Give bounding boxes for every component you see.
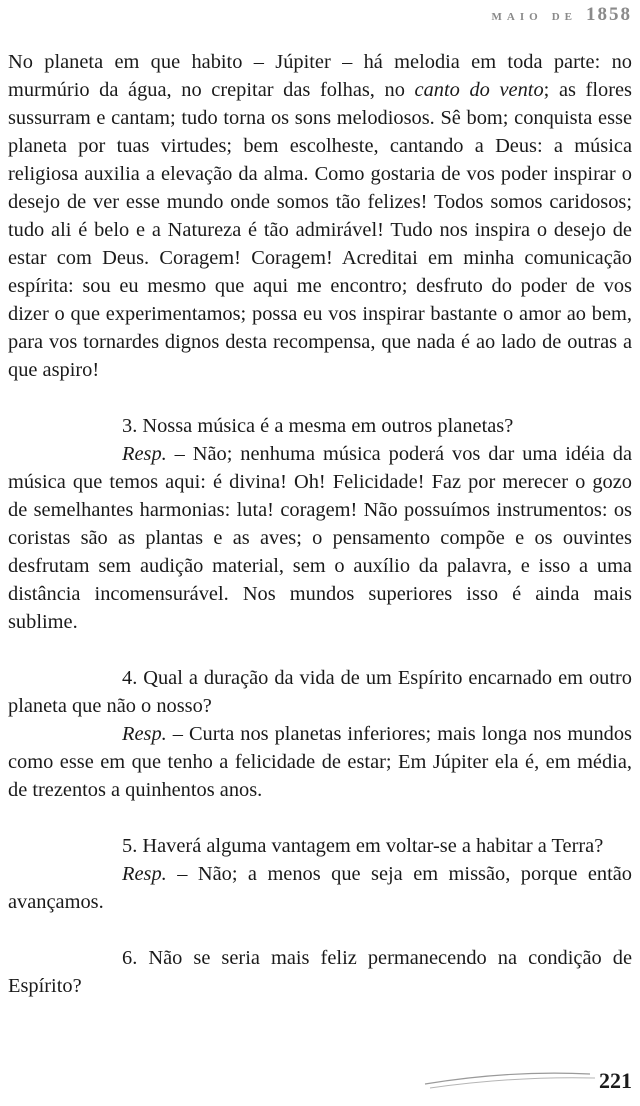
question-5: 5. Haverá alguma vantagem em voltar-se a habitar a Terra? [122,835,604,857]
intro-paragraph [8,48,632,384]
question-4: 4. Qual a duração da vida de um Espírito encarnado em outro planeta que não o nosso? [8,667,632,717]
resp-label: Resp. [122,443,167,465]
answer-5 [8,860,632,916]
page-number: 221 [599,1068,632,1093]
question-6: 6. Não se seria mais feliz permanecendo na condição de Espírito? [8,947,632,997]
running-head [492,4,632,26]
answer-4-text: – Curta nos planetas inferiores; mais longa nos mundos como esse em que tenho a felicidade de estar; Em Júpiter ela é, em média, de trezentos a quinhentos anos. [8,723,632,801]
answer-5-text: – Não; a menos que seja em missão, porque então avançamos. [8,863,632,913]
resp-label: Resp. [122,863,167,885]
page-body [8,48,632,1000]
intro-italic-phrase: canto do vento [414,79,544,101]
answer-3-text: – Não; nenhuma música poderá vos dar uma idéia da música que temos aqui: é divina! Oh! Felicidade! Faz por merecer o gozo de semelhantes harmonias: luta! coragem! Não possuímos instrumentos: os coristas são as plantas e as aves; o pensamento compõe e os ouvintes desfrutam sem audição material, sem o auxílio da palavra, e isso a uma distância incomensurável. Nos mundos superiores isso é ainda mais sublime. [8,443,632,633]
intro-text-part2: ; as flores sussurram e cantam; tudo torna os sons melodiosos. Sê bom; conquista esse planeta por tuas virtudes; bem escolheste, cantando a Deus: a música religiosa auxilia a elevação da alma. Como gostaria de vos poder inspirar o desejo de ver esse mundo onde somos tão felizes! Todos somos caridosos; tudo ali é belo e a Natureza é tão admirável! Tudo nos inspira o desejo de estar com Deus. Coragem! Coragem! Acreditai em minha comunicação espírita: sou eu mesmo que aqui me encontro; desfruto do poder de vos dizer o que experimentamos; possa eu vos inspirar bastante o amor ao bem, para vos tornardes dignos desta recompensa, que nada é ao lado de outras a que aspiro! [8,79,632,381]
folio-ornament [420,1062,620,1092]
answer-3 [8,440,632,636]
running-head-month: maio de [491,7,577,24]
resp-label: Resp. [122,723,167,745]
question-3: 3. Nossa música é a mesma em outros planetas? [122,415,514,437]
intro-text-part1: No planeta em que habito – Júpiter – há melodia em toda parte: no murmúrio da água, no crepitar das folhas, no [8,51,632,101]
answer-4 [8,720,632,804]
running-head-year: 1858 [586,4,632,25]
